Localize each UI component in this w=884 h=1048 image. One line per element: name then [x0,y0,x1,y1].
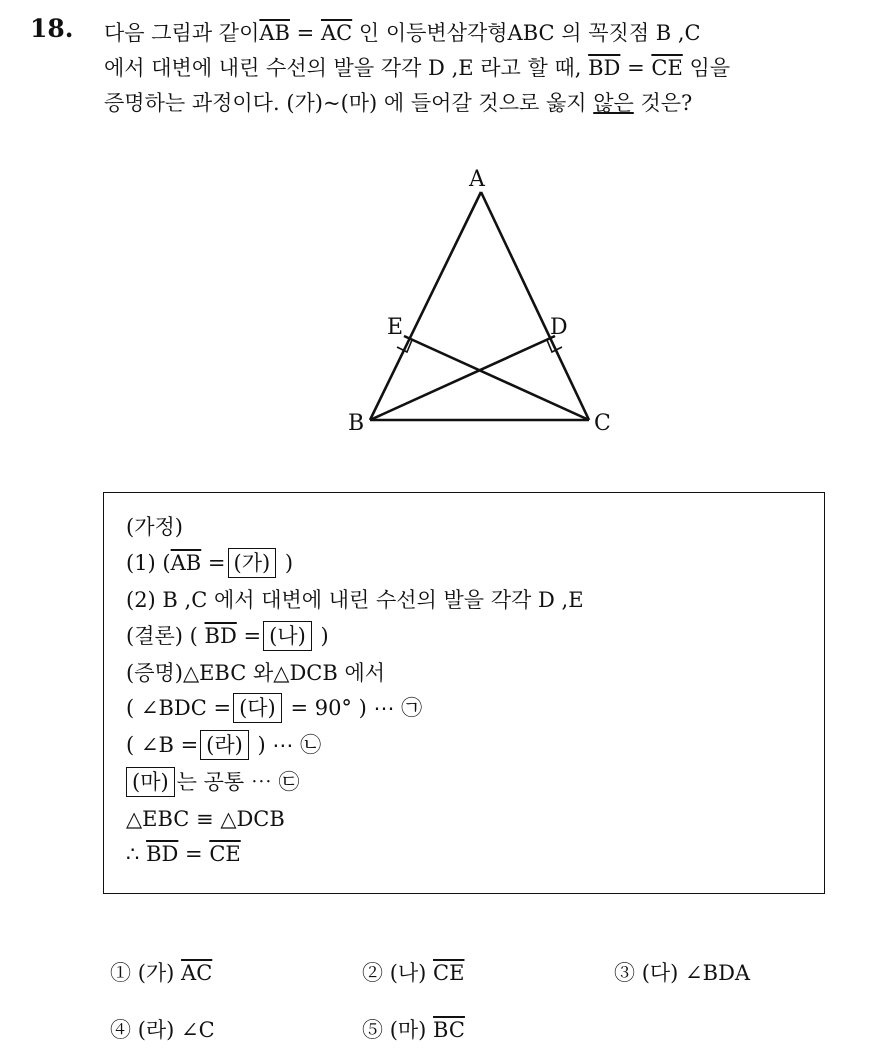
side-ab [370,192,481,420]
label-d: D [550,315,568,340]
label-e: E [387,315,404,340]
altitude-bd [370,336,555,420]
proof-line-congruent: △EBC ≡ △DCB [126,807,285,831]
question-line-3: 증명하는 과정이다. (가)~(마) 에 들어갈 것으로 옳지 않은 것은? [104,91,693,115]
proof-line-1: (1) ($\overline{AB}$ = (가) ) [126,548,293,578]
proof-line-common: (마) 는 공통 ⋯ ㉢ [124,767,300,797]
choice-3[interactable]: ③ (다) ∠BDA [614,961,751,985]
label-a: A [469,167,485,192]
choice-2[interactable]: ② (나) $\overline{CE}$ [362,961,465,985]
proof-line-conclusion: (결론) ( $\overline{BD}$ = (나) ) [126,621,329,651]
label-c: C [594,411,611,436]
segment-ce: $\overline{CE}$ [651,56,683,80]
proof-line-therefore: ∴ $\overline{BD} = \overline{CE}$ [126,842,241,866]
question-number: 18. [30,14,74,43]
underlined-word: 않은 [593,91,634,115]
segment-ac: $\overline{AC}$ [320,21,353,45]
segment-bd: $\overline{BD}$ [588,56,621,80]
choice-1[interactable]: ① (가) $\overline{AC}$ [110,961,213,985]
blank-na: (나) [263,621,312,651]
question-text [104,16,874,121]
altitude-ce [404,336,589,420]
question-line-2: 에서 대변에 내린 수선의 발을 각각 D ,E 라고 할 때, $\overline{BD} = \overline{CE}$ 임을 [104,56,731,80]
side-ac [481,192,589,420]
proof-line-angle-b: ( ∠B = (라) ) ⋯ ㉡ [126,730,321,760]
proof-box [103,492,825,894]
blank-ra: (라) [200,730,249,760]
proof-line-angle-bdc: ( ∠BDC = (다) = 90° ) ⋯ ㉠ [126,693,422,723]
proof-line-proof: (증명)△EBC 와△DCB 에서 [126,661,386,685]
segment-ab: $\overline{AB}$ [259,21,290,45]
choice-5[interactable]: ⑤ (마) $\overline{BC}$ [362,1018,465,1042]
label-b: B [348,411,365,436]
choice-4[interactable]: ④ (라) ∠C [110,1018,215,1042]
proof-line-2: (2) B ,C 에서 대변에 내린 수선의 발을 각각 D ,E [126,588,584,612]
blank-ma: (마) [126,767,175,797]
triangle-figure [330,160,630,440]
blank-da: (다) [233,693,282,723]
right-angle-mark-e [397,340,412,352]
question-line-1: 다음 그림과 같이$\overline{AB} = \overline{AC}$ 인 이등변삼각형ABC 의 꼭짓점 B ,C [104,21,701,45]
blank-ga: (가) [228,548,277,578]
proof-line-hypothesis: (가정) [126,515,183,539]
